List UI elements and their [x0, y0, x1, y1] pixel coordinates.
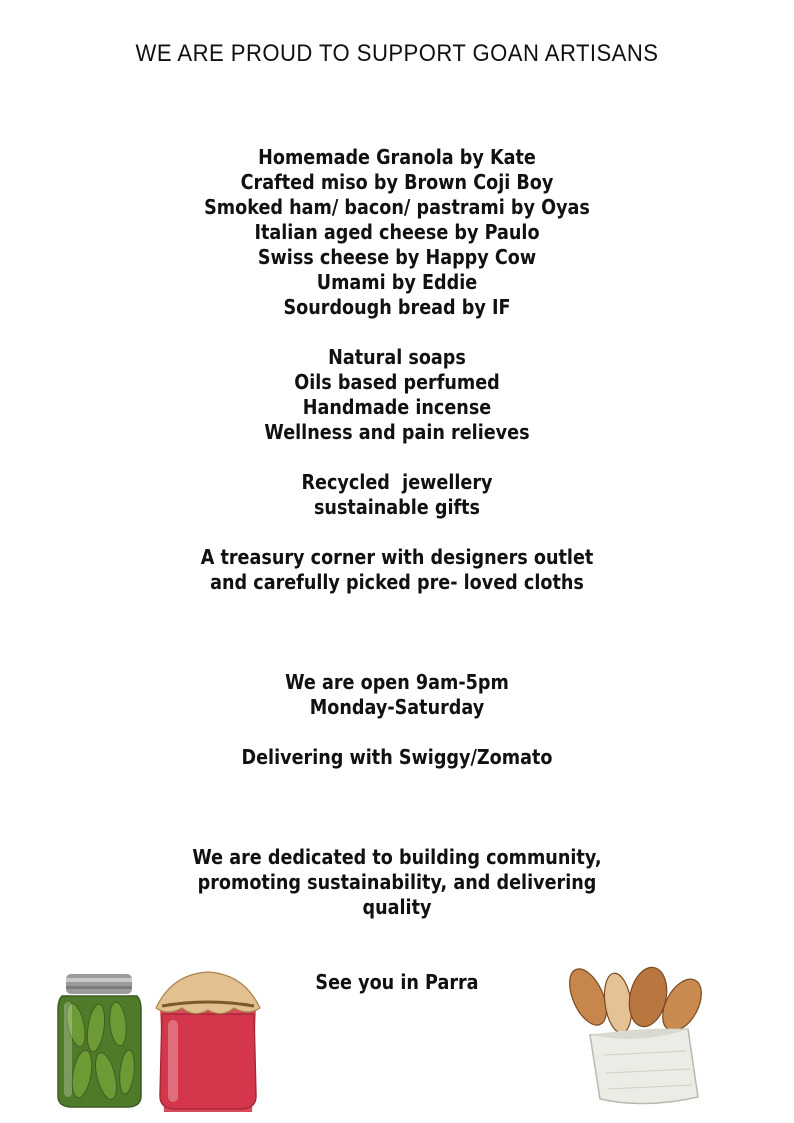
text-line: We are dedicated to building community, — [192, 845, 602, 869]
text-line: quality — [362, 895, 432, 919]
bread-basket-illustration — [560, 965, 715, 1110]
list-item: Swiss cheese by Happy Cow — [257, 245, 537, 269]
text-line: and carefully picked pre- loved cloths — [210, 570, 584, 594]
list-item: Italian aged cheese by Paulo — [254, 220, 540, 244]
closing-text: See you in Parra — [315, 970, 479, 994]
list-item: Recycled jewellery — [301, 470, 493, 494]
list-item: Handmade incense — [302, 395, 492, 419]
pickle-jar-illustration — [52, 970, 147, 1112]
jam-jar-illustration — [152, 968, 264, 1112]
food-artisans-list — [48, 145, 747, 320]
list-item: Natural soaps — [328, 345, 466, 369]
opening-hours — [48, 670, 747, 720]
text-line: promoting sustainability, and delivering — [197, 870, 597, 894]
list-item: Umami by Eddie — [316, 270, 478, 294]
page-heading: WE ARE PROUD TO SUPPORT GOAN ARTISANS — [135, 40, 659, 67]
wellness-list — [48, 345, 747, 445]
list-item: Smoked ham/ bacon/ pastrami by Oyas — [204, 195, 590, 219]
text-line: We are open 9am-5pm — [285, 670, 509, 694]
mission-statement — [48, 845, 747, 920]
delivery-text: Delivering with Swiggy/Zomato — [241, 745, 553, 769]
gifts-list — [48, 470, 747, 520]
treasury-corner-text — [48, 545, 747, 595]
list-item: Crafted miso by Brown Coji Boy — [240, 170, 554, 194]
list-item: Oils based perfumed — [294, 370, 500, 394]
list-item: Wellness and pain relieves — [264, 420, 530, 444]
list-item: Homemade Granola by Kate — [258, 145, 536, 169]
text-line: Monday-Saturday — [309, 695, 485, 719]
list-item: sustainable gifts — [313, 495, 481, 519]
text-line: A treasury corner with designers outlet — [200, 545, 594, 569]
list-item: Sourdough bread by IF — [283, 295, 511, 319]
